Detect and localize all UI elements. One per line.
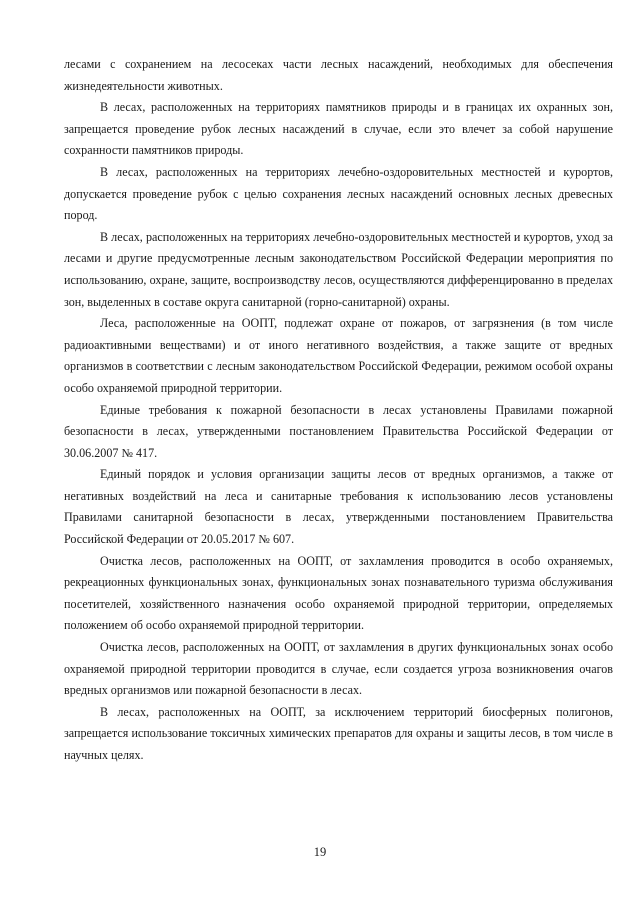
body-text bbox=[64, 54, 613, 767]
page-number: 19 bbox=[313, 845, 327, 859]
paragraph: В лесах, расположенных на территориях памятников природы и в границах их охранных зон, запрещается проведение рубок лесных насаждений в случае, если это влечет за собой нарушение сохранности памятников природы. bbox=[64, 100, 613, 158]
paragraph: Очистка лесов, расположенных на ООПТ, от захламления проводится в особо охраняемых, рекреационных функциональных зонах, функциональных зонах познавательного туризма обслуживания посетителей, хозяйственного назначения особо охраняемой природной территории, определяемых положением об особо охраняемой природной территории. bbox=[64, 553, 613, 633]
paragraph: Леса, расположенные на ООПТ, подлежат охране от пожаров, от загрязнения (в том числе радиоактивными веществами) и от иного негативного воздействия, а также защите от вредных организмов в соответствии с лесным законодательством Российской Федерации, режимом особой охраны особо охраняемой природной территории. bbox=[64, 316, 613, 395]
paragraph: Очистка лесов, расположенных на ООПТ, от захламления в других функциональных зонах особо охраняемой природной территории проводится в случае, если создается угроза возникновения очагов вредных организмов или пожарной безопасности в лесах. bbox=[64, 640, 613, 698]
paragraph: В лесах, расположенных на территориях лечебно-оздоровительных местностей и курортов, уход за лесами и другие предусмотренные лесным законодательством Российской Федерации мероприятия по использованию, охране, защите, воспроизводству лесов, осуществляются дифференцированно в пределах зон, выделенных в составе округа санитарной (горно-санитарной) охраны. bbox=[64, 229, 613, 309]
paragraph: Единые требования к пожарной безопасности в лесах установлены Правилами пожарной безопасности в лесах, утвержденными постановлением Правительства Российской Федерации от 30.06.2007 № 417. bbox=[64, 402, 613, 460]
paragraph: В лесах, расположенных на ООПТ, за исключением территорий биосферных полигонов, запрещается использование токсичных химических препаратов для охраны и защиты лесов, в том числе в научных целях. bbox=[64, 704, 613, 762]
paragraph: лесами с сохранением на лесосеках части лесных насаждений, необходимых для обеспечения жизнедеятельности животных. bbox=[64, 57, 613, 93]
paragraph: Единый порядок и условия организации защиты лесов от вредных организмов, а также от негативных воздействий на леса и санитарные требования к использованию лесов установлены Правилами санитарной безопасности в лесах, утвержденными постановлением Правительства Российской Федерации от 20.05.2017 № 607. bbox=[64, 467, 613, 547]
paragraph: В лесах, расположенных на территориях лечебно-оздоровительных местностей и курортов, допускается проведение рубок с целью сохранения лесных насаждений основных лесных древесных пород. bbox=[64, 164, 613, 223]
